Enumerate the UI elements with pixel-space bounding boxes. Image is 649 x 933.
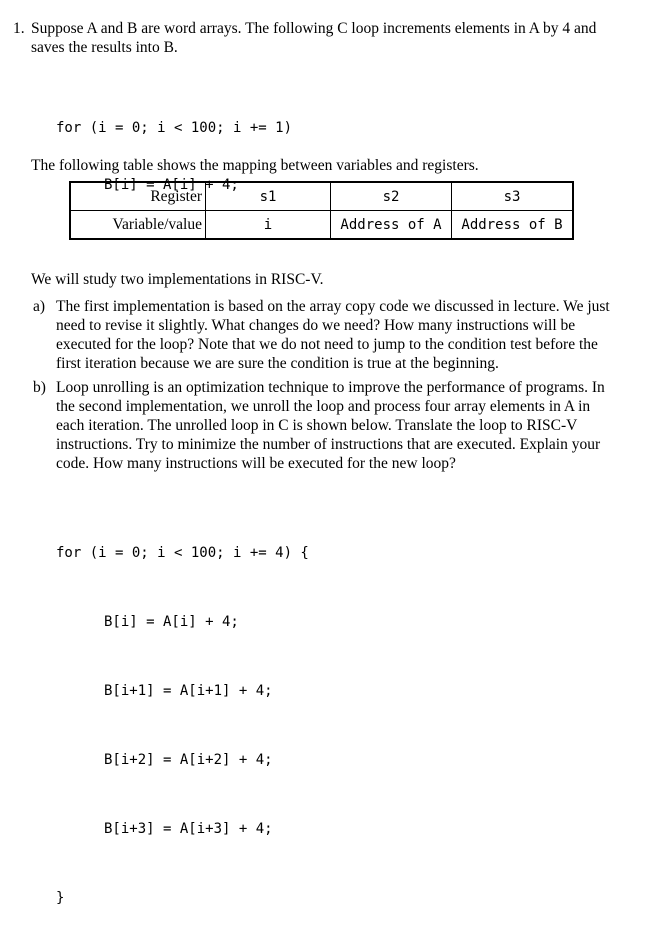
table-intro: The following table shows the mapping between variables and registers. [31,157,479,174]
code-line: for (i = 0; i < 100; i += 1) [56,120,293,136]
value-i: i [263,216,273,233]
part-b-label: b) [33,379,46,396]
register-s1: s1 [259,188,277,205]
table-cell [206,211,331,240]
value-address-a: Address of A [340,216,442,233]
question-intro-line: saves the results into B. [31,39,178,56]
code-line: B[i+3] = A[i+3] + 4; [104,821,273,837]
study-line: We will study two implementations in RISC-V. [31,271,324,288]
part-a-label: a) [33,298,46,315]
value-address-b: Address of B [461,216,563,233]
code-line: B[i+1] = A[i+1] + 4; [104,683,273,699]
code-line: } [56,890,65,906]
part-b-line: instructions. Try to minimize the number of instructions that are executed. Explain your [56,436,601,453]
row-label-variable: Variable/value [70,211,206,240]
part-a-line: executed for the loop? Note that we do not need to jump to the condition test before the [56,336,598,353]
register-mapping-table [69,181,574,240]
part-b-text [56,378,628,473]
code-line: B[i] = A[i] + 4; [104,614,239,630]
part-a-line: need to revise it slightly. What changes do we need? How many instructions will be [56,317,576,334]
part-b-line: code. How many instructions will be executed for the new loop? [56,455,456,472]
table-cell [452,182,574,211]
table-cell [331,211,452,240]
part-b-line: each iteration. The unrolled loop in C is shown below. Translate the loop to RISC-V [56,417,578,434]
row-label-register: Register [70,182,206,211]
part-a-text [56,297,628,373]
question-intro [31,19,641,57]
register-s3: s3 [503,188,521,205]
table-row [70,182,573,211]
table-row [70,211,573,240]
table-cell [206,182,331,211]
table-cell [452,211,574,240]
part-b-line: the second implementation, we unroll the loop and process four array elements in A in [56,398,591,415]
code-line: B[i+2] = A[i+2] + 4; [104,752,273,768]
part-a-line: first iteration because we are sure the condition is true at the beginning. [56,355,499,372]
question-number: 1. [13,20,25,37]
part-b-line: Loop unrolling is an optimization technique to improve the performance of programs. In [56,379,605,396]
question-intro-line: Suppose A and B are word arrays. The following C loop increments elements in A by 4 and [31,20,597,37]
table-cell [331,182,452,211]
register-s2: s2 [382,188,400,205]
part-a-line: The first implementation is based on the array copy code we discussed in lecture. We just [56,298,610,315]
code-line: for (i = 0; i < 100; i += 4) { [56,545,309,561]
code-line: B[i] = A[i] + 4; [104,177,239,193]
code-block-2 [56,496,309,933]
